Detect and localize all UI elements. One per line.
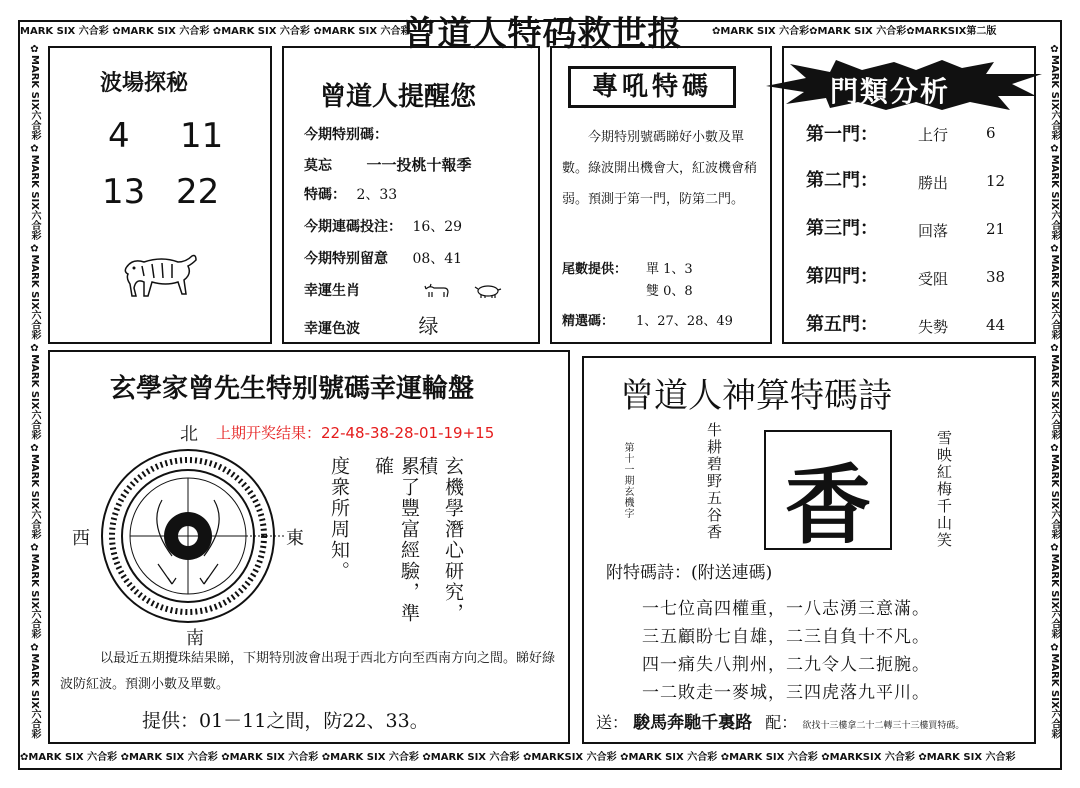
- tiger-icon: [122, 248, 200, 302]
- special-code-title: 專吼特碼: [568, 66, 736, 108]
- send-label: 送：: [596, 713, 629, 732]
- reminder-value: 一一投桃十報季: [366, 156, 472, 174]
- reminder-value: 16、29: [412, 219, 463, 235]
- gate-label: 第五門：: [806, 314, 878, 335]
- reminder-title: 曾道人提醒您: [320, 82, 477, 112]
- reminder-line: [304, 310, 438, 339]
- poem-column-right: 雪映紅梅千山笑: [935, 430, 953, 549]
- pig-icon: [473, 283, 503, 299]
- wheel-provide: 提供：01－11之間，防22、33。: [142, 710, 429, 732]
- wheel-text-column: 度衆所周知。: [328, 456, 350, 582]
- reminder-label: 幸運色波: [304, 321, 360, 337]
- reminder-panel: [282, 46, 540, 344]
- poem-issue-label: 第十一期玄機字: [622, 442, 633, 519]
- gate-number: 38: [986, 268, 1006, 286]
- reminder-label: 特碼：: [304, 187, 346, 203]
- gate-label: 第四門：: [806, 266, 878, 287]
- reminder-label: 幸運生肖: [304, 283, 360, 299]
- reminder-line: [304, 280, 503, 300]
- gate-word: 回落: [918, 222, 949, 240]
- reminder-label: 今期連碼投注：: [304, 219, 402, 235]
- poem-panel: [582, 356, 1036, 744]
- gate-number: 44: [986, 316, 1006, 334]
- special-code-panel: [550, 46, 772, 344]
- reminder-line: [304, 184, 397, 204]
- poem-line: 一二敗走一麥城，三四虎落九平川。: [642, 683, 930, 703]
- direction-north: 北: [180, 424, 198, 445]
- wheel-text-column: 玄機學潛心研究，積: [416, 456, 464, 624]
- tail-label: 尾數提供：: [562, 262, 628, 277]
- wave-secret-title: 波場探秘: [100, 70, 189, 96]
- pick-value: 1、27、28、49: [636, 314, 733, 329]
- border-strip-right: ✿MARK SIX六合彩 ✿MARK SIX六合彩 ✿MARK SIX六合彩 ✿MARK SIX六合彩 ✿MARK SIX六合彩 ✿MARK SIX六合彩 ✿MARK SIX六合彩: [1049, 44, 1060, 739]
- wave-number: 11: [180, 116, 224, 156]
- gate-label: 第三門：: [806, 218, 878, 239]
- direction-south: 南: [186, 628, 204, 649]
- tail-double: 雙 0、8: [646, 284, 693, 299]
- gate-number: 6: [986, 124, 996, 142]
- poem-column-left: 牛耕碧野五谷香: [705, 422, 723, 541]
- poem-line: 一七位高四權重，一八志湧三意滿。: [642, 599, 930, 619]
- gate-word: 受阻: [918, 270, 949, 288]
- reminder-line: [304, 216, 462, 236]
- pick-label: 精選碼：: [562, 314, 615, 329]
- gate-word: 失勢: [918, 318, 949, 336]
- gate-number: 21: [986, 220, 1006, 238]
- pair-label: 配：: [765, 713, 798, 732]
- poem-big-char: 香: [785, 456, 871, 556]
- ox-icon: [424, 283, 450, 299]
- poem-char-box: [764, 430, 892, 556]
- wave-number: 4: [108, 116, 130, 156]
- reminder-line: [304, 248, 462, 268]
- border-strip-left: ✿MARK SIX六合彩 ✿MARK SIX六合彩 ✿MARK SIX六合彩 ✿MARK SIX六合彩 ✿MARK SIX六合彩 ✿MARK SIX六合彩 ✿MARK SIX六合彩: [29, 44, 40, 739]
- border-strip-top-right: ✿MARK SIX 六合彩✿MARK SIX 六合彩✿MARKSIX第二版: [712, 26, 997, 37]
- reminder-line: [304, 154, 471, 175]
- tail-single: 單 1、3: [646, 262, 693, 277]
- gate-label: 第一門：: [806, 124, 878, 145]
- reminder-label: 今期特别留意: [304, 251, 388, 267]
- reminder-value: 2、33: [356, 187, 398, 203]
- poem-title: 曾道人神算特碼詩: [620, 376, 892, 416]
- border-strip-top-left: MARK SIX 六合彩 ✿MARK SIX 六合彩 ✿MARK SIX 六合彩 ✿MARK SIX 六合彩: [20, 26, 411, 37]
- lucky-wheel-icon: [88, 444, 292, 624]
- gate-word: 勝出: [918, 174, 949, 192]
- poem-attach-label: 附特碼詩：(附送連碼): [606, 563, 773, 583]
- reminder-label: 今期特别碼：: [304, 127, 388, 143]
- wheel-text-column: 累了豐富經驗，準確: [372, 456, 420, 624]
- poem-send-line: [596, 708, 964, 733]
- lucky-color-value: 绿: [418, 314, 439, 338]
- direction-west: 西: [72, 528, 90, 549]
- send-value: 駿馬奔馳千裏路: [633, 713, 753, 733]
- last-draw-result: 上期开奖结果：22-48-38-28-01-19+15: [216, 424, 495, 442]
- reminder-label: 莫忘: [304, 158, 332, 174]
- gate-label: 第二門：: [806, 170, 878, 191]
- wave-number: 13: [102, 172, 146, 212]
- wave-number: 22: [176, 172, 220, 212]
- gate-analysis-title: 門類分析: [830, 75, 951, 108]
- lucky-wheel-panel: [48, 350, 570, 744]
- pair-value: 欲找十三樓拿二十二轉三十三樓買特碼。: [802, 721, 965, 731]
- special-code-paragraph: 今期特別號碼睇好小數及單數。綠波開出機會大，紅波機會稍弱。預測于第一門，防第二門。: [562, 130, 758, 207]
- reminder-value: 08、41: [412, 251, 463, 267]
- reminder-line: [304, 124, 388, 144]
- direction-east: 東: [286, 528, 304, 549]
- wheel-title: 玄學家曾先生特别號碼幸運輪盤: [110, 374, 475, 404]
- border-strip-bottom: ✿MARK SIX 六合彩 ✿MARK SIX 六合彩 ✿MARK SIX 六合彩 ✿MARK SIX 六合彩 ✿MARK SIX 六合彩 ✿MARKSIX 六合彩 ✿MARK SIX 六合彩 ✿MARK SIX 六合彩 ✿MARKSIX 六合彩 ✿MARK SIX 六合彩: [20, 752, 1016, 763]
- masthead-title: 曾道人特码救世报: [402, 14, 683, 54]
- poem-line: 三五顧盼七自雄，二三自負十不凡。: [642, 627, 930, 647]
- gate-number: 12: [986, 172, 1006, 190]
- wheel-paragraph: 以最近五期攪珠結果睇，下期特別波會出現于西北方向至西南方向之間。睇好綠波防紅波。預測小數及單數。: [60, 651, 556, 692]
- gate-word: 上行: [918, 126, 949, 144]
- wave-secret-panel: [48, 46, 272, 344]
- poem-line: 四一痛失八荆州，二九令人二扼腕。: [642, 655, 930, 675]
